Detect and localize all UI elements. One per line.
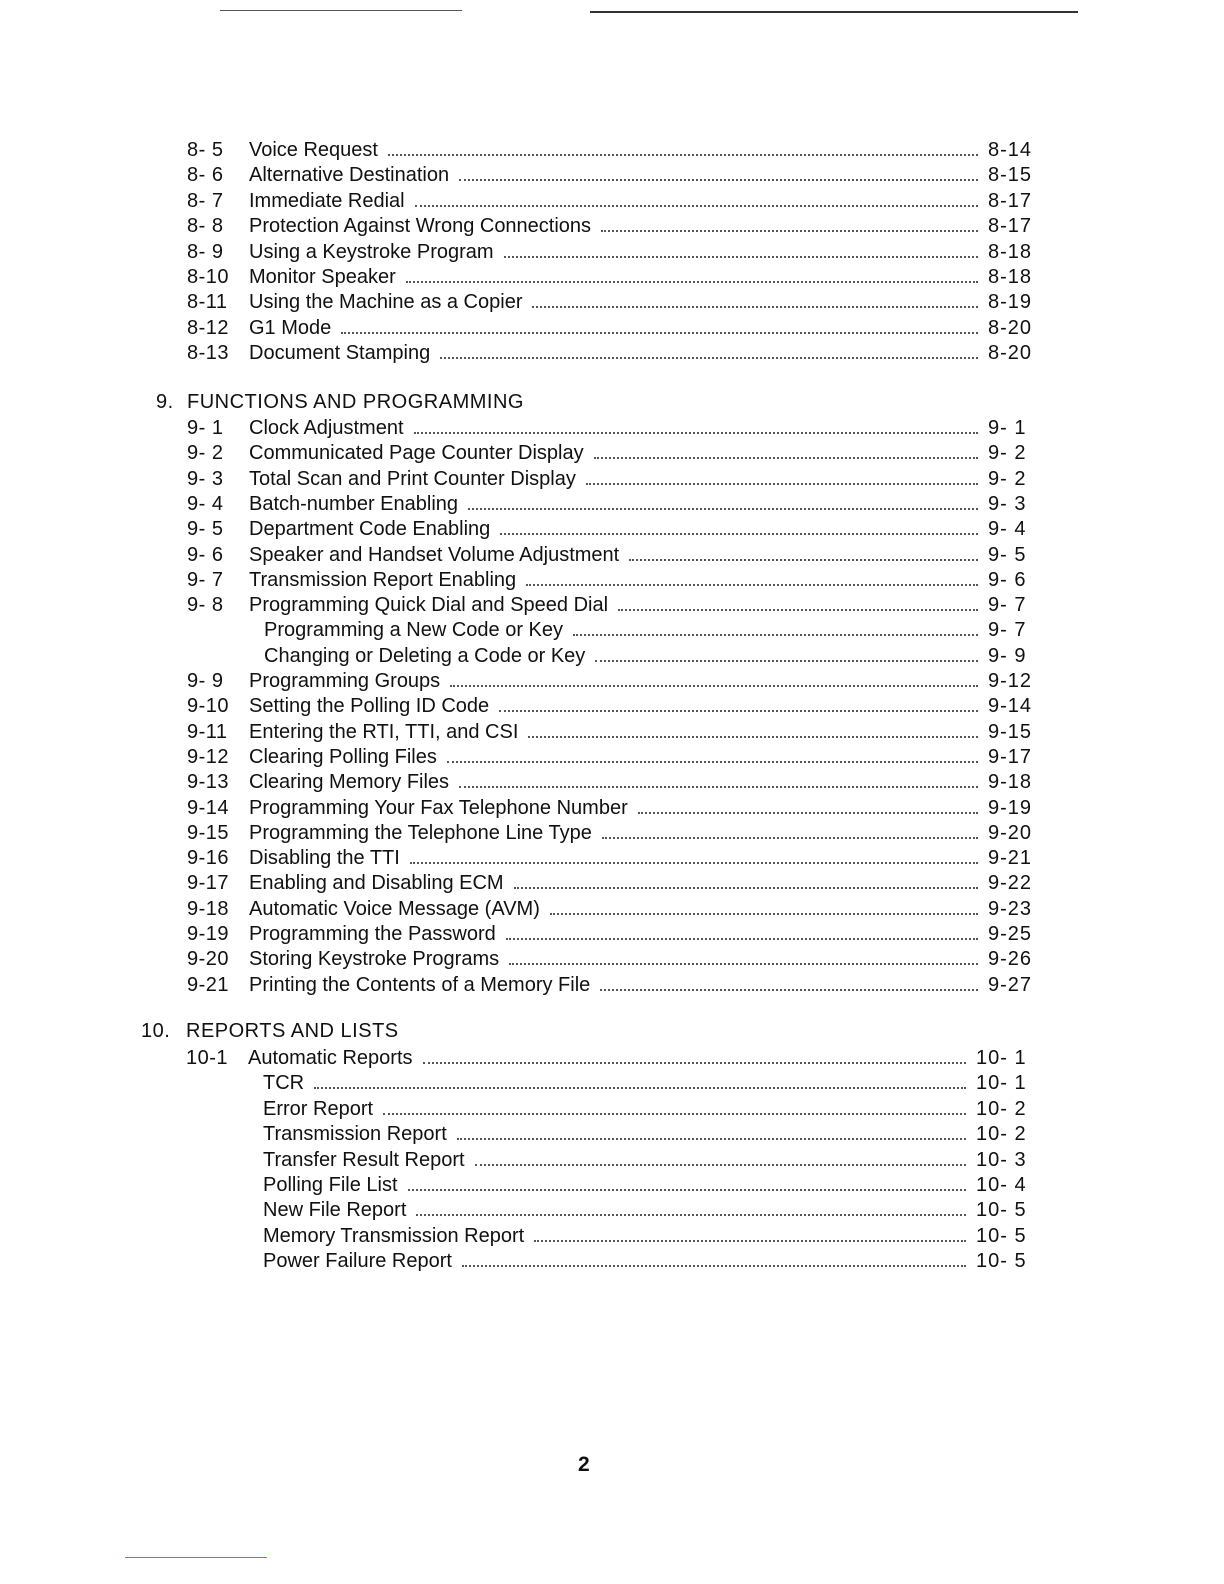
section-number: 10. bbox=[141, 1020, 171, 1042]
entry-page-number: 10- 3 bbox=[976, 1148, 1027, 1171]
entry-page-number: 9-21 bbox=[988, 847, 1033, 870]
section-title: FUNCTIONS AND PROGRAMMING bbox=[187, 391, 524, 413]
dot-leader bbox=[423, 1062, 966, 1064]
dot-leader bbox=[573, 634, 978, 636]
entry-page-number: 8-15 bbox=[988, 164, 1033, 187]
toc-entry bbox=[187, 871, 1042, 895]
entry-page-number: 9- 3 bbox=[988, 492, 1027, 515]
entry-number: 8- 9 bbox=[187, 240, 224, 263]
entry-title: Printing the Contents of a Memory File bbox=[249, 973, 591, 996]
toc-entry bbox=[187, 290, 1042, 314]
toc-entry bbox=[187, 922, 1042, 946]
entry-number: 8-11 bbox=[187, 291, 228, 314]
dot-leader bbox=[447, 761, 978, 763]
entry-title: Document Stamping bbox=[249, 342, 431, 365]
entry-page-number: 8-18 bbox=[988, 240, 1033, 263]
toc-entry bbox=[186, 1173, 1040, 1197]
dot-leader bbox=[629, 559, 978, 561]
dot-leader bbox=[457, 1138, 966, 1140]
entry-title: Voice Request bbox=[249, 139, 378, 161]
entry-page-number: 9-20 bbox=[988, 821, 1033, 844]
entry-number: 9- 6 bbox=[187, 543, 224, 566]
entry-title: Department Code Enabling bbox=[249, 518, 491, 541]
entry-page-number: 9- 6 bbox=[988, 568, 1027, 591]
toc-entry bbox=[187, 568, 1042, 592]
entry-page-number: 9-22 bbox=[988, 872, 1033, 895]
entry-title: Transmission Report Enabling bbox=[249, 568, 517, 591]
entry-title: Changing or Deleting a Code or Key bbox=[264, 644, 586, 667]
entry-page-number: 8-20 bbox=[988, 316, 1033, 339]
toc-entry bbox=[187, 416, 1042, 440]
entry-number: 8- 5 bbox=[187, 139, 224, 161]
entry-number: 9- 7 bbox=[187, 568, 224, 591]
entry-number: 9-21 bbox=[187, 973, 230, 996]
dot-leader bbox=[499, 710, 978, 712]
toc-entry bbox=[187, 316, 1042, 340]
entry-number: 9-11 bbox=[187, 720, 228, 743]
entry-page-number: 8-18 bbox=[988, 266, 1033, 288]
entry-title: New File Report bbox=[263, 1199, 407, 1222]
toc-entry bbox=[186, 1071, 1040, 1095]
entry-number: 9- 2 bbox=[187, 442, 224, 465]
entry-title: Transfer Result Report bbox=[263, 1148, 465, 1171]
dot-leader bbox=[314, 1087, 966, 1089]
dot-leader bbox=[618, 609, 978, 611]
entry-title: Power Failure Report bbox=[263, 1250, 452, 1273]
entry-page-number: 8-20 bbox=[988, 342, 1033, 365]
dot-leader bbox=[408, 1189, 966, 1191]
entry-title: Monitor Speaker bbox=[249, 266, 396, 288]
entry-title: Clock Adjustment bbox=[249, 417, 404, 439]
dot-leader bbox=[462, 1265, 966, 1267]
entry-page-number: 10- 1 bbox=[976, 1047, 1027, 1069]
dot-leader bbox=[416, 1214, 966, 1216]
dot-leader bbox=[406, 281, 978, 283]
entry-page-number: 9-23 bbox=[988, 897, 1033, 920]
entry-number: 8-10 bbox=[187, 266, 230, 288]
toc-entry bbox=[187, 947, 1042, 971]
toc-entry bbox=[187, 189, 1042, 213]
entry-number: 8- 7 bbox=[187, 189, 224, 212]
toc-entry bbox=[187, 467, 1042, 491]
entry-page-number: 9-27 bbox=[988, 973, 1033, 996]
entry-page-number: 9-12 bbox=[988, 670, 1033, 692]
toc-entry bbox=[187, 265, 1042, 289]
entry-page-number: 9- 5 bbox=[988, 543, 1027, 566]
entry-number: 9-17 bbox=[187, 872, 230, 895]
toc-entry bbox=[187, 745, 1042, 769]
entry-title: Clearing Memory Files bbox=[249, 771, 450, 794]
entry-title: Using the Machine as a Copier bbox=[249, 291, 523, 314]
toc-entry bbox=[187, 214, 1042, 238]
header-rule-right bbox=[590, 11, 1078, 13]
dot-leader bbox=[410, 862, 978, 864]
entry-number: 8- 8 bbox=[187, 215, 224, 238]
entry-title: Clearing Polling Files bbox=[249, 745, 437, 768]
toc-entry bbox=[187, 492, 1042, 516]
toc-entry bbox=[187, 973, 1042, 997]
dot-leader bbox=[504, 256, 978, 258]
entry-page-number: 9- 1 bbox=[988, 417, 1027, 439]
entry-number: 9-16 bbox=[187, 847, 230, 870]
dot-leader bbox=[638, 812, 978, 814]
toc-entry bbox=[186, 1224, 1040, 1248]
entry-number: 9-13 bbox=[187, 771, 230, 794]
dot-leader bbox=[514, 887, 978, 889]
entry-page-number: 9-25 bbox=[988, 923, 1033, 945]
toc-entry bbox=[186, 1122, 1040, 1146]
entry-title: Programming Quick Dial and Speed Dial bbox=[249, 594, 609, 617]
section-heading bbox=[141, 1019, 399, 1043]
dot-leader bbox=[594, 457, 978, 459]
section-number: 9. bbox=[156, 391, 174, 413]
entry-page-number: 9- 9 bbox=[988, 644, 1027, 667]
entry-title: Setting the Polling ID Code bbox=[249, 695, 490, 718]
dot-leader bbox=[383, 1113, 966, 1115]
toc-entry bbox=[187, 694, 1042, 718]
entry-page-number: 10- 2 bbox=[976, 1123, 1027, 1146]
entry-page-number: 8-14 bbox=[988, 139, 1033, 161]
dot-leader bbox=[550, 913, 978, 915]
entry-number: 9-19 bbox=[187, 923, 230, 945]
dot-leader bbox=[459, 786, 978, 788]
footer-rule bbox=[125, 1557, 267, 1558]
entry-page-number: 9-18 bbox=[988, 771, 1033, 794]
entry-number: 9-18 bbox=[187, 897, 230, 920]
entry-title: Alternative Destination bbox=[249, 164, 450, 187]
toc-entry bbox=[187, 163, 1042, 187]
entry-page-number: 10- 1 bbox=[976, 1072, 1027, 1095]
entry-number: 8- 6 bbox=[187, 164, 224, 187]
dot-leader bbox=[500, 533, 978, 535]
entry-title: Memory Transmission Report bbox=[263, 1224, 525, 1247]
entry-page-number: 8-19 bbox=[988, 291, 1033, 314]
dot-leader bbox=[595, 660, 978, 662]
entry-title: Enabling and Disabling ECM bbox=[249, 872, 504, 895]
toc-entry bbox=[187, 593, 1042, 617]
toc-entry bbox=[187, 341, 1042, 365]
entry-title: G1 Mode bbox=[249, 316, 332, 339]
toc-entry bbox=[186, 1249, 1040, 1273]
entry-number: 9-15 bbox=[187, 821, 230, 844]
header-rule-left bbox=[220, 10, 462, 11]
toc-entry bbox=[187, 846, 1042, 870]
entry-number: 9- 4 bbox=[187, 492, 224, 515]
dot-leader bbox=[459, 179, 978, 181]
entry-page-number: 8-17 bbox=[988, 215, 1033, 238]
toc-entry bbox=[186, 1198, 1040, 1222]
entry-number: 9- 8 bbox=[187, 594, 224, 617]
toc-entry bbox=[187, 897, 1042, 921]
entry-number: 10-1 bbox=[186, 1047, 229, 1069]
entry-title: Protection Against Wrong Connections bbox=[249, 215, 592, 238]
dot-leader bbox=[600, 989, 978, 991]
dot-leader bbox=[341, 332, 978, 334]
dot-leader bbox=[468, 508, 978, 510]
toc-entry bbox=[186, 1097, 1040, 1121]
section-title: REPORTS AND LISTS bbox=[186, 1020, 399, 1042]
entry-title: Immediate Redial bbox=[249, 189, 405, 212]
entry-page-number: 9- 2 bbox=[988, 442, 1027, 465]
entry-title: Programming a New Code or Key bbox=[264, 619, 564, 642]
dot-leader bbox=[586, 483, 978, 485]
entry-page-number: 9-14 bbox=[988, 695, 1033, 718]
toc-entry bbox=[187, 517, 1042, 541]
toc-entry bbox=[187, 240, 1042, 264]
entry-number: 9- 9 bbox=[187, 670, 224, 692]
entry-page-number: 8-17 bbox=[988, 189, 1033, 212]
page-number: 2 bbox=[578, 1453, 590, 1476]
entry-title: Automatic Voice Message (AVM) bbox=[249, 897, 540, 920]
entry-number: 8-13 bbox=[187, 342, 230, 365]
entry-page-number: 9-26 bbox=[988, 948, 1033, 971]
toc-entry bbox=[187, 669, 1042, 693]
entry-title: Programming the Telephone Line Type bbox=[249, 821, 592, 844]
toc-entry bbox=[186, 1148, 1040, 1172]
entry-title: Communicated Page Counter Display bbox=[249, 442, 584, 465]
dot-leader bbox=[526, 584, 978, 586]
dot-leader bbox=[506, 938, 978, 940]
entry-title: Total Scan and Print Counter Display bbox=[249, 467, 576, 490]
dot-leader bbox=[532, 306, 978, 308]
dot-leader bbox=[475, 1164, 966, 1166]
toc-entry bbox=[187, 618, 1042, 642]
section-heading bbox=[156, 390, 524, 414]
entry-page-number: 10- 5 bbox=[976, 1199, 1027, 1222]
entry-page-number: 10- 5 bbox=[976, 1224, 1027, 1247]
entry-number: 9-14 bbox=[187, 796, 230, 819]
entry-title: Error Report bbox=[263, 1097, 374, 1120]
entry-title: Disabling the TTI bbox=[249, 847, 400, 870]
entry-number: 9-20 bbox=[187, 948, 230, 971]
toc-entry bbox=[186, 1046, 1040, 1070]
dot-leader bbox=[388, 154, 978, 156]
toc-entry bbox=[187, 543, 1042, 567]
dot-leader bbox=[450, 685, 978, 687]
entry-number: 9- 3 bbox=[187, 467, 224, 490]
toc-entry bbox=[187, 720, 1042, 744]
entry-number: 8-12 bbox=[187, 316, 230, 339]
entry-page-number: 9-15 bbox=[988, 720, 1033, 743]
entry-page-number: 9- 2 bbox=[988, 467, 1027, 490]
dot-leader bbox=[601, 230, 978, 232]
dot-leader bbox=[534, 1240, 966, 1242]
entry-page-number: 9- 7 bbox=[988, 619, 1027, 642]
toc-entry bbox=[187, 770, 1042, 794]
entry-title: Speaker and Handset Volume Adjustment bbox=[249, 543, 620, 566]
entry-title: Programming Groups bbox=[249, 670, 441, 692]
entry-page-number: 9-17 bbox=[988, 745, 1033, 768]
entry-title: Transmission Report bbox=[263, 1123, 447, 1146]
toc-entry bbox=[187, 441, 1042, 465]
dot-leader bbox=[440, 357, 978, 359]
entry-title: TCR bbox=[263, 1072, 305, 1095]
entry-title: Programming the Password bbox=[249, 923, 496, 945]
dot-leader bbox=[414, 432, 978, 434]
entry-title: Batch-number Enabling bbox=[249, 492, 459, 515]
entry-title: Programming Your Fax Telephone Number bbox=[249, 796, 628, 819]
entry-title: Automatic Reports bbox=[248, 1047, 413, 1069]
toc-entry bbox=[187, 796, 1042, 820]
toc-entry bbox=[187, 644, 1042, 668]
entry-number: 9-10 bbox=[187, 695, 230, 718]
entry-title: Polling File List bbox=[263, 1174, 398, 1196]
dot-leader bbox=[602, 837, 978, 839]
entry-number: 9- 5 bbox=[187, 518, 224, 541]
entry-page-number: 9- 7 bbox=[988, 594, 1027, 617]
entry-page-number: 9-19 bbox=[988, 796, 1033, 819]
entry-title: Entering the RTI, TTI, and CSI bbox=[249, 720, 519, 743]
dot-leader bbox=[509, 963, 978, 965]
entry-page-number: 10- 2 bbox=[976, 1097, 1027, 1120]
entry-number: 9-12 bbox=[187, 745, 230, 768]
toc-entry bbox=[187, 138, 1042, 162]
entry-number: 9- 1 bbox=[187, 417, 224, 439]
dot-leader bbox=[528, 736, 978, 738]
entry-page-number: 10- 5 bbox=[976, 1250, 1027, 1273]
dot-leader bbox=[415, 205, 978, 207]
entry-page-number: 10- 4 bbox=[976, 1174, 1027, 1196]
entry-title: Using a Keystroke Program bbox=[249, 240, 494, 263]
entry-page-number: 9- 4 bbox=[988, 518, 1027, 541]
entry-title: Storing Keystroke Programs bbox=[249, 948, 500, 971]
toc-entry bbox=[187, 821, 1042, 845]
